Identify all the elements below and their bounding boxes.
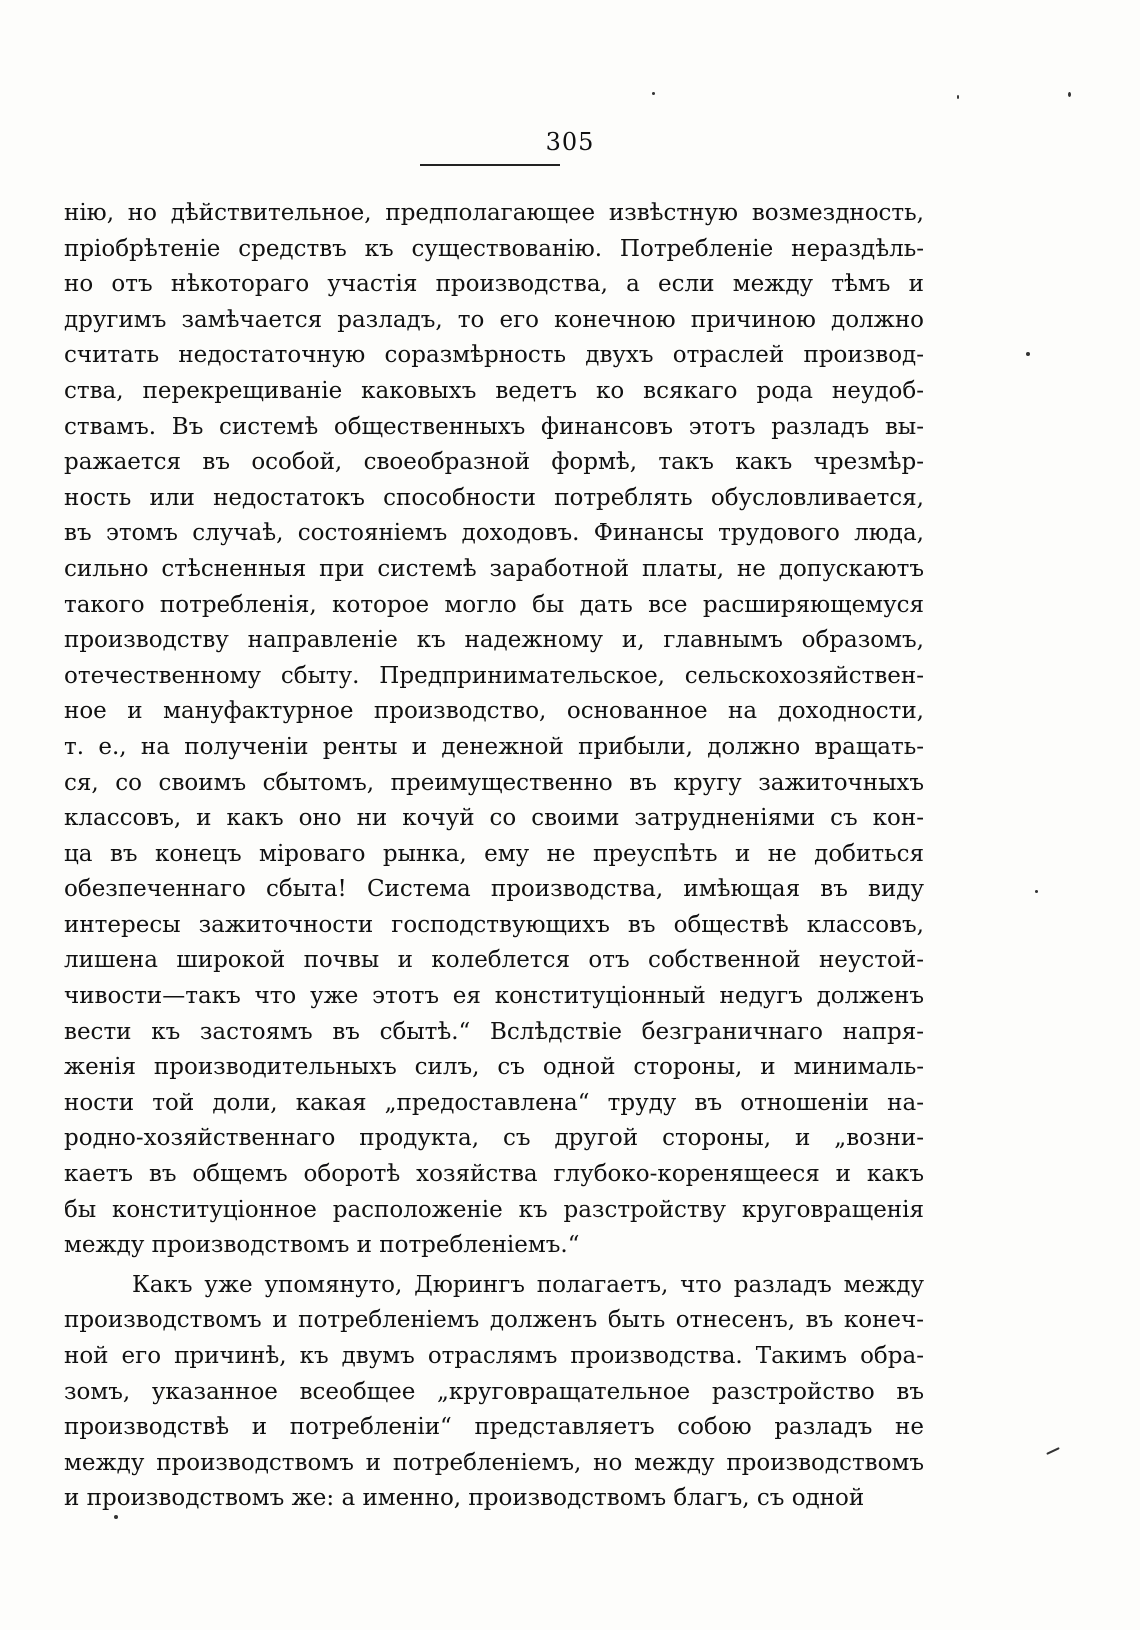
text-line: вести къ застоямъ въ сбытѣ.“ Вслѣдствіе безграничнаго напря-: [64, 1018, 924, 1045]
scan-speck: [957, 95, 959, 99]
scan-speck: [1068, 92, 1071, 97]
scan-speck: [1046, 1447, 1060, 1455]
text-line: ной его причинѣ, къ двумъ отраслямъ производства. Такимъ обра-: [64, 1343, 924, 1369]
text-line: отечественному сбыту. Предпринимательское, сельскохозяйствен-: [64, 662, 924, 689]
scan-speck: [1035, 890, 1038, 893]
text-line: зомъ, указанное всеобщее „круговращательное разстройство въ: [64, 1378, 924, 1405]
text-line: производству направленіе къ надежному и, главнымъ образомъ,: [64, 627, 924, 654]
text-line: лишена широкой почвы и колеблется отъ собственной неустой-: [64, 947, 924, 974]
text-line: ное и мануфактурное производство, основанное на доходности,: [64, 698, 924, 725]
text-line: въ этомъ случаѣ, состояніемъ доходовъ. Финансы трудового люда,: [64, 520, 924, 547]
text-line: родно-хозяйственнаго продукта, съ другой стороны, и „возни-: [64, 1125, 924, 1152]
text-line: между производствомъ и потребленіемъ, но между производствомъ: [64, 1449, 924, 1476]
text-line: классовъ, и какъ оно ни кочуй со своими затрудненіями съ кон-: [64, 805, 924, 832]
text-line: считать недостаточную соразмѣрность двухъ отраслей производ-: [64, 342, 924, 369]
header-rule: [420, 164, 560, 166]
text-line: и производствомъ же: а именно, производствомъ благъ, съ одной: [64, 1485, 865, 1512]
text-line: между производствомъ и потребленіемъ.“: [64, 1232, 580, 1259]
text-line: т. е., на полученіи ренты и денежной прибыли, должно вращать-: [64, 733, 924, 760]
text-line: сильно стѣсненныя при системѣ заработной платы, не допускаютъ: [64, 555, 924, 582]
text-line: но отъ нѣкотораго участія производства, а если между тѣмъ и: [64, 271, 924, 298]
text-line: нію, но дѣйствительное, предполагающее извѣстную возмездность,: [64, 200, 924, 226]
text-line: пріобрѣтеніе средствъ къ существованію. Потребленіе нераздѣль-: [64, 235, 924, 262]
text-line: бы конституціонное расположеніе къ разстройству круговращенія: [64, 1196, 924, 1223]
text-line: ражается въ особой, своеобразной формѣ, такъ какъ чрезмѣр-: [64, 449, 924, 476]
scan-speck: [114, 1515, 118, 1519]
text-line: другимъ замѣчается разладъ, то его конечною причиною должно: [64, 306, 924, 333]
text-line: чивости—такъ что уже этотъ ея конституціонный недугъ долженъ: [64, 983, 924, 1010]
body-text: [64, 196, 924, 1517]
text-line: ся, со своимъ сбытомъ, преимущественно въ кругу зажиточныхъ: [64, 769, 924, 796]
text-line: ности той доли, какая „предоставлена“ труду въ отношеніи на-: [64, 1089, 924, 1116]
paragraph: [64, 196, 924, 1264]
text-line: такого потребленія, которое могло бы дать все расширяющемуся: [64, 591, 924, 618]
text-line: ства, перекрещиваніе каковыхъ ведетъ ко всякаго рода неудоб-: [64, 377, 924, 404]
page-number: 305: [545, 128, 595, 156]
text-line: производствомъ и потребленіемъ долженъ быть отнесенъ, въ конеч-: [64, 1307, 924, 1334]
text-line: каетъ въ общемъ оборотѣ хозяйства глубоко-коренящееся и какъ: [64, 1161, 924, 1188]
text-line: интересы зажиточности господствующихъ въ обществѣ классовъ,: [64, 911, 924, 938]
text-line: обезпеченнаго сбыта! Система производства, имѣющая въ виду: [64, 876, 924, 903]
text-line: женія производительныхъ силъ, съ одной стороны, и минималь-: [64, 1054, 924, 1081]
text-line: производствѣ и потребленіи“ представляетъ собою разладъ не: [64, 1414, 924, 1441]
text-line: ца въ конецъ міроваго рынка, ему не преуспѣть и не добиться: [64, 840, 924, 867]
scan-speck: [1026, 352, 1030, 356]
text-line: ность или недостатокъ способности потреблять обусловливается,: [64, 484, 924, 511]
text-line: ствамъ. Въ системѣ общественныхъ финансовъ этотъ разладъ вы-: [64, 413, 924, 440]
text-line: Какъ уже упомянуто, Дюрингъ полагаетъ, что разладъ между: [132, 1271, 924, 1298]
scan-speck: [652, 92, 655, 95]
paragraph: [64, 1268, 924, 1517]
